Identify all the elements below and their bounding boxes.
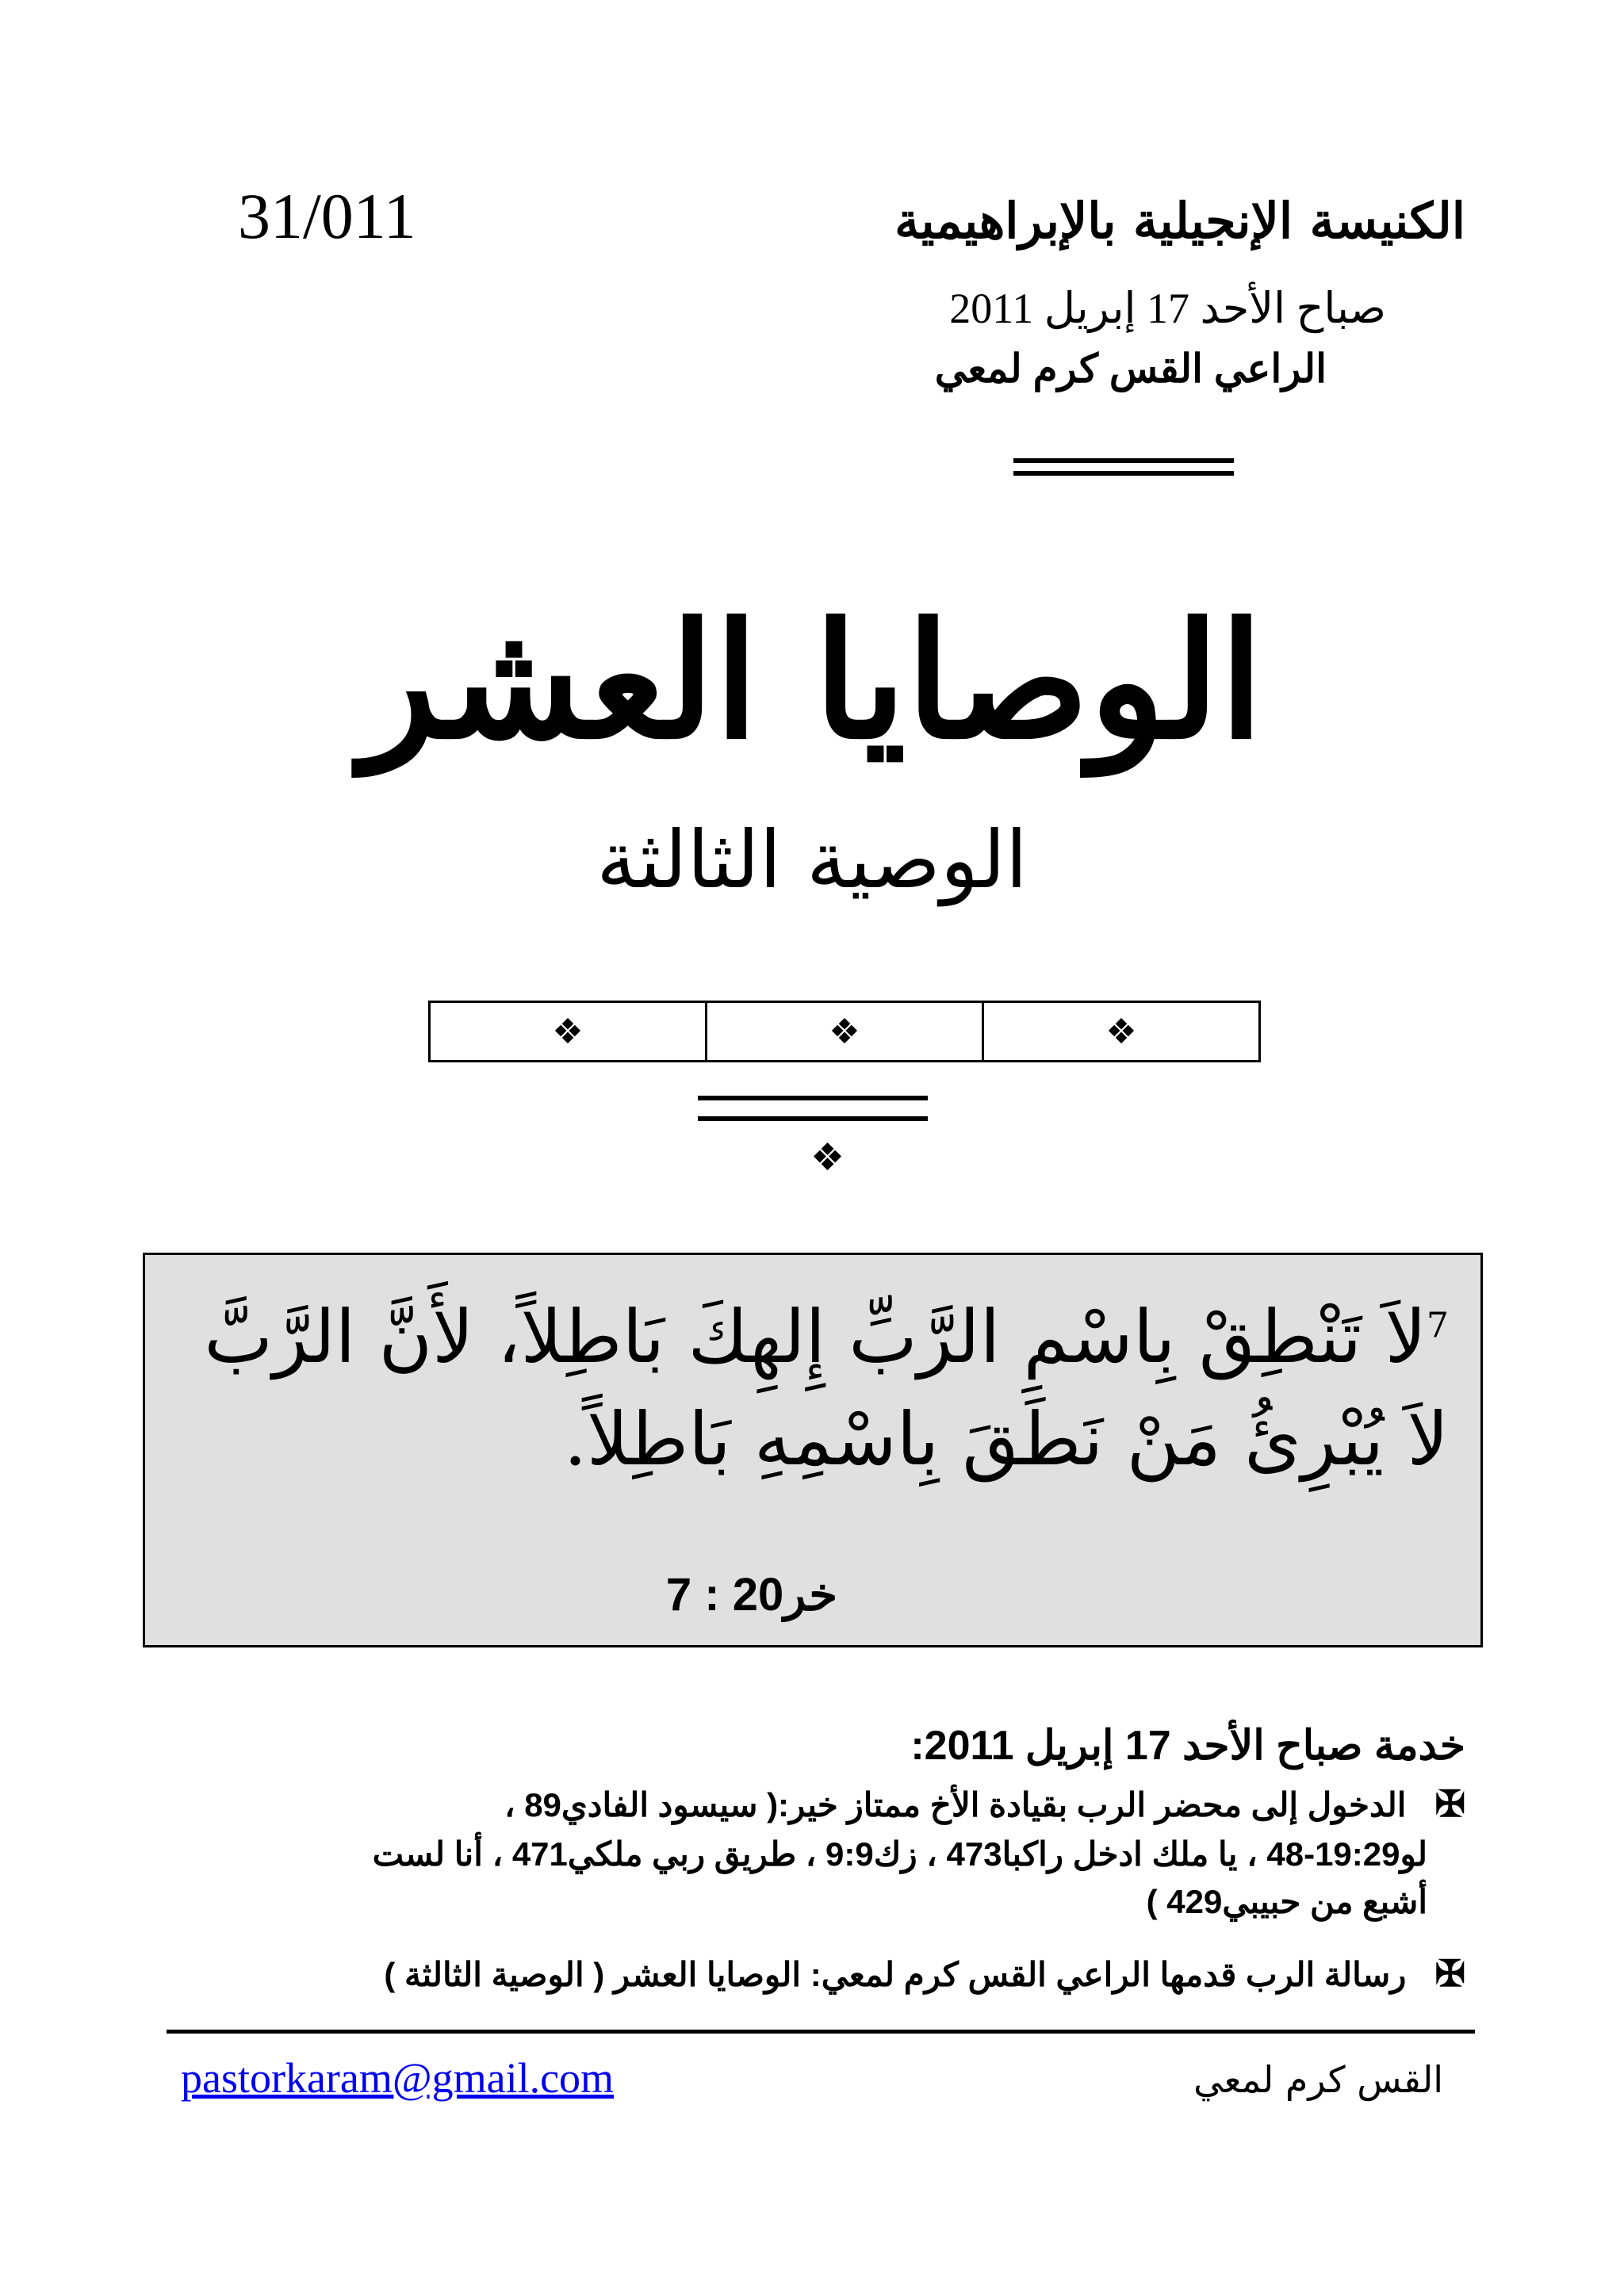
header-divider-top xyxy=(1013,458,1234,463)
cross-icon: ✠ xyxy=(1434,1953,1465,1994)
ornament-box xyxy=(428,1001,1261,1062)
cross-icon: ✠ xyxy=(1434,1783,1465,1824)
verse-box xyxy=(143,1253,1483,1647)
ornament-icon: ❖ xyxy=(705,1003,982,1060)
service-item xyxy=(504,1785,1465,1822)
service-item-line: الدخول إلى محضر الرب بقيادة الأخ ممتاز خير:( سيسود الفادي89 ، xyxy=(504,1786,1407,1823)
ornament-icon: ❖ xyxy=(552,1011,584,1052)
church-name: الكنيسة الإنجيلية بالإبراهيمية xyxy=(894,192,1465,250)
footer-divider xyxy=(167,2030,1475,2034)
main-title: الوصايا العشر xyxy=(360,588,1264,775)
ornament-icon: ❖ xyxy=(982,1003,1258,1060)
service-item-line: لو19:29-48 ، يا ملك ادخل راكبا473 ، زك9:9 ، طريق ربي ملكي471 ، أنا لست xyxy=(372,1835,1427,1873)
service-item xyxy=(384,1955,1465,1992)
header-divider-bottom xyxy=(1013,471,1234,476)
verse-body: لاَ تَنْطِقْ بِاسْمِ الرَّبِّ إِلهِكَ بَاطِلاً، لأَنَّ الرَّبَّ لاَ يُبْرِئُ مَنْ نَطَقَ بِاسْمِهِ بَاطِلاً. xyxy=(204,1295,1449,1482)
ornament-icon: ❖ xyxy=(810,1135,845,1180)
email-link[interactable]: pastorkaram@gmail.com xyxy=(181,2054,615,2102)
verse-text xyxy=(177,1287,1449,1491)
ornament-divider-top xyxy=(698,1096,928,1100)
pastor-name: الراعي القس كرم لمعي xyxy=(934,346,1327,391)
verse-reference: خر20 : 7 xyxy=(665,1569,838,1621)
service-item-line: رسالة الرب قدمها الراعي القس كرم لمعي: الوصايا العشر ( الوصية الثالثة ) xyxy=(384,1956,1407,1993)
footer-name: القس كرم لمعي xyxy=(1193,2058,1443,2101)
ornament-divider-bottom xyxy=(698,1116,928,1121)
verse-number: 7 xyxy=(1427,1305,1449,1346)
service-date: صباح الأحد 17 إبريل 2011 xyxy=(949,285,1386,332)
service-title: خدمة صباح الأحد 17 إبريل 2011: xyxy=(910,1723,1465,1769)
sub-title: الوصية الثالثة xyxy=(596,813,1028,906)
service-item-line: أشبع من حبيبي429 ) xyxy=(1146,1883,1427,1920)
document-number: 31/011 xyxy=(238,180,416,252)
